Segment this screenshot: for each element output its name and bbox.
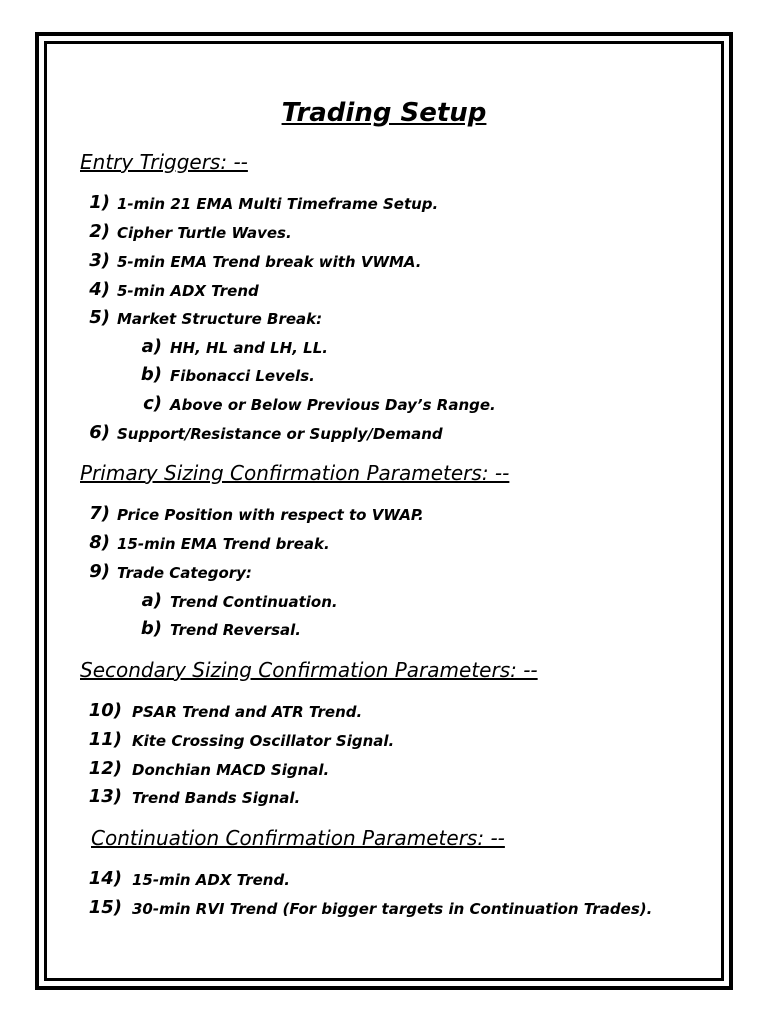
item-text: Fibonacci Levels. <box>170 367 315 385</box>
item-number: 4) <box>89 279 110 300</box>
item-number: 9) <box>89 561 110 582</box>
item-number: 2) <box>89 221 110 242</box>
item-number: 15) <box>88 897 122 918</box>
item-number: 12) <box>88 758 122 779</box>
item-text: Market Structure Break: <box>117 310 323 328</box>
item-text: Support/Resistance or Supply/Demand <box>117 425 443 443</box>
item-text: 30-min RVI Trend (For bigger targets in Continuation Trades). <box>132 900 653 918</box>
item-text: Trade Category: <box>117 564 252 582</box>
item-text: 5-min ADX Trend <box>117 282 259 300</box>
item-number: 13) <box>88 786 122 807</box>
item-number: 11) <box>88 729 122 750</box>
item-letter: a) <box>141 336 162 357</box>
item-text: Trend Bands Signal. <box>132 789 301 807</box>
page-title: Trading Setup <box>281 98 487 128</box>
item-letter: c) <box>143 393 162 414</box>
item-letter: b) <box>140 618 162 639</box>
item-number: 7) <box>89 503 110 524</box>
item-text: Above or Below Previous Day’s Range. <box>170 396 496 414</box>
item-text: Donchian MACD Signal. <box>132 761 330 779</box>
item-number: 14) <box>88 868 122 889</box>
item-number: 5) <box>89 307 110 328</box>
item-text: HH, HL and LH, LL. <box>170 339 328 357</box>
item-text: Trend Reversal. <box>170 621 302 639</box>
item-text: PSAR Trend and ATR Trend. <box>132 703 363 721</box>
secondary-heading: Secondary Sizing Confirmation Parameters: -- <box>80 658 538 682</box>
item-text: Kite Crossing Oscillator Signal. <box>132 732 395 750</box>
item-letter: b) <box>140 364 162 385</box>
continuation-heading: Continuation Confirmation Parameters: -- <box>91 826 505 850</box>
item-text: 15-min EMA Trend break. <box>117 535 330 553</box>
item-number: 8) <box>89 532 110 553</box>
item-number: 10) <box>88 700 122 721</box>
item-number: 3) <box>89 250 110 271</box>
item-text: Trend Continuation. <box>170 593 338 611</box>
item-number: 1) <box>89 192 110 213</box>
item-letter: a) <box>141 590 162 611</box>
entry-heading: Entry Triggers: -- <box>80 150 248 174</box>
item-number: 6) <box>89 422 110 443</box>
item-text: 1-min 21 EMA Multi Timeframe Setup. <box>117 195 439 213</box>
item-text: Cipher Turtle Waves. <box>117 224 292 242</box>
item-text: 5-min EMA Trend break with VWMA. <box>117 253 422 271</box>
item-text: Price Position with respect to VWAP. <box>117 506 424 524</box>
primary-heading: Primary Sizing Confirmation Parameters: -- <box>80 461 510 485</box>
item-text: 15-min ADX Trend. <box>132 871 290 889</box>
